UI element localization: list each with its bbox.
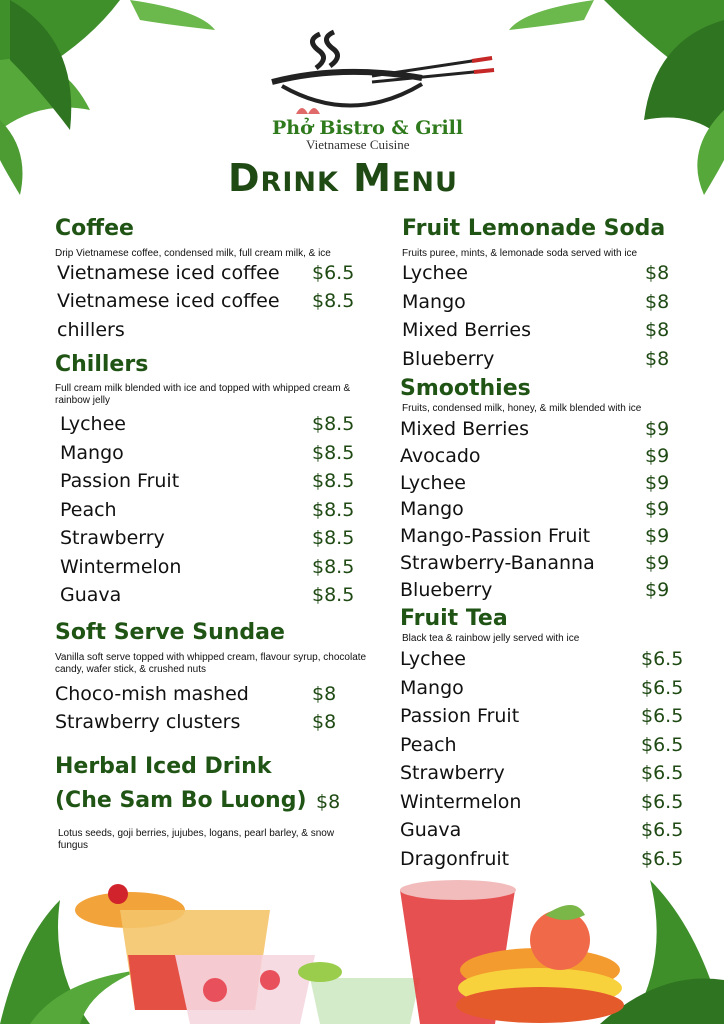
menu-item-price: $8 — [312, 711, 337, 733]
menu-item-price: $6.5 — [641, 676, 684, 699]
menu-item-price: $6.5 — [641, 762, 684, 784]
menu-item-name: Strawberry clusters — [55, 711, 241, 733]
menu-item-price: $9 — [645, 418, 670, 440]
section-title-herbal: Herbal Iced Drink — [55, 754, 272, 779]
section-title-coffee: Coffee — [55, 216, 134, 241]
menu-item-name: Passion Fruit — [400, 705, 520, 727]
menu-item-name: Guava — [400, 819, 462, 841]
menu-item-name: Dragonfruit — [400, 847, 510, 870]
menu-item-name: chillers — [57, 319, 125, 341]
menu-item-price: $6.5 — [641, 648, 684, 670]
menu-item-price: $9 — [645, 578, 670, 601]
menu-item-price: $8.5 — [312, 441, 355, 464]
menu-item-price: $9 — [645, 498, 670, 521]
section-title-fruit-tea: Fruit Tea — [400, 606, 508, 631]
menu-item-price: $8.5 — [312, 413, 355, 435]
menu-item-name: Choco-mish mashed — [55, 683, 249, 705]
menu-item-price: $8.5 — [312, 527, 355, 549]
page-title: Drink Menu — [228, 156, 458, 200]
menu-item-name: Strawberry-Bananna — [400, 552, 595, 574]
menu-item-name: Avocado — [400, 444, 481, 467]
section-title-sundae: Soft Serve Sundae — [55, 620, 285, 645]
menu-item-name: Mango — [402, 290, 466, 313]
menu-item-price: $6.5 — [641, 705, 684, 727]
menu-item-price: $8.5 — [312, 498, 355, 521]
drinks-illustration — [0, 860, 724, 1024]
palm-leaves-top-left — [0, 0, 220, 200]
menu-item-price: $9 — [645, 471, 670, 494]
menu-item-name: Blueberry — [400, 578, 493, 601]
menu-item-name: Lychee — [402, 262, 468, 284]
section-desc-chillers: Full cream milk blended with ice and topped with whipped cream & rainbow jelly — [55, 383, 351, 406]
menu-item-name: Passion Fruit — [60, 470, 180, 492]
menu-item-name: Mango — [400, 498, 464, 521]
palm-leaves-top-right — [504, 0, 724, 200]
menu-item-price: $6.5 — [641, 790, 684, 813]
section-desc-smoothies: Fruits, condensed milk, honey, & milk blended with ice — [402, 403, 642, 414]
menu-item-price: $8 — [645, 319, 670, 341]
section-desc-lemonade: Fruits puree, mints, & lemonade soda served with ice — [402, 248, 638, 259]
menu-item-name: Mango-Passion Fruit — [400, 525, 591, 548]
menu-item-price: $8.5 — [312, 470, 355, 492]
bowl-chopsticks-logo-icon — [262, 26, 498, 122]
menu-item-name: Strawberry — [400, 762, 505, 784]
menu-item-name: Mixed Berries — [400, 418, 530, 440]
menu-item-price: $6.5 — [312, 262, 355, 284]
menu-item-name: Guava — [60, 584, 122, 606]
section-desc-herbal: Lotus seeds, goji berries, jujubes, logans, pearl barley, & snow fungus — [58, 828, 335, 851]
menu-item-name: Wintermelon — [400, 790, 522, 813]
menu-item-price: $6.5 — [641, 819, 684, 841]
menu-item-name: Mango — [400, 676, 464, 699]
menu-item-name: Vietnamese iced coffee — [57, 290, 280, 312]
brand-name: Phở Bistro & Grill — [272, 117, 464, 139]
menu-item-name: Lychee — [400, 648, 466, 670]
menu-item-name: Strawberry — [60, 527, 165, 549]
menu-item-name: Peach — [400, 733, 457, 756]
menu-item-price: $8 — [316, 791, 341, 813]
menu-item-name: Blueberry — [402, 347, 495, 370]
menu-item-name: Lychee — [400, 471, 466, 494]
brand-tagline: Vietnamese Cuisine — [306, 137, 410, 152]
section-title-smoothies: Smoothies — [400, 376, 531, 401]
menu-item-price: $8 — [645, 262, 670, 284]
menu-item-price: $9 — [645, 444, 670, 467]
menu-item-name: Vietnamese iced coffee — [57, 262, 280, 284]
menu-item-price: $8 — [645, 290, 670, 313]
menu-item-price: $8 — [645, 347, 670, 370]
section-desc-fruit-tea: Black tea & rainbow jelly served with ice — [402, 633, 580, 644]
section-title-lemonade: Fruit Lemonade Soda — [402, 216, 666, 241]
menu-item-name: Wintermelon — [60, 555, 182, 578]
menu-item-name: Peach — [60, 498, 117, 521]
section-desc-sundae: Vanilla soft serve topped with whipped cream, flavour syrup, chocolate candy, wafer stick, & crushed nuts — [55, 652, 367, 675]
menu-item-price: $8 — [312, 683, 337, 705]
menu-item-price: $6.5 — [641, 847, 684, 870]
menu-item-price: $8.5 — [312, 290, 355, 312]
menu-item-price: $8.5 — [312, 584, 355, 606]
menu-item-price: $6.5 — [641, 733, 684, 756]
section-subtitle-herbal: (Che Sam Bo Luong) — [55, 788, 307, 813]
section-title-chillers: Chillers — [55, 352, 149, 377]
menu-item-price: $9 — [645, 552, 670, 574]
menu-item-price: $8.5 — [312, 555, 355, 578]
menu-item-name: Mixed Berries — [402, 319, 532, 341]
menu-item-name: Lychee — [60, 413, 126, 435]
section-desc-coffee: Drip Vietnamese coffee, condensed milk, full cream milk, & ice — [55, 248, 331, 259]
menu-item-name: Mango — [60, 441, 124, 464]
menu-item-price: $9 — [645, 525, 670, 548]
